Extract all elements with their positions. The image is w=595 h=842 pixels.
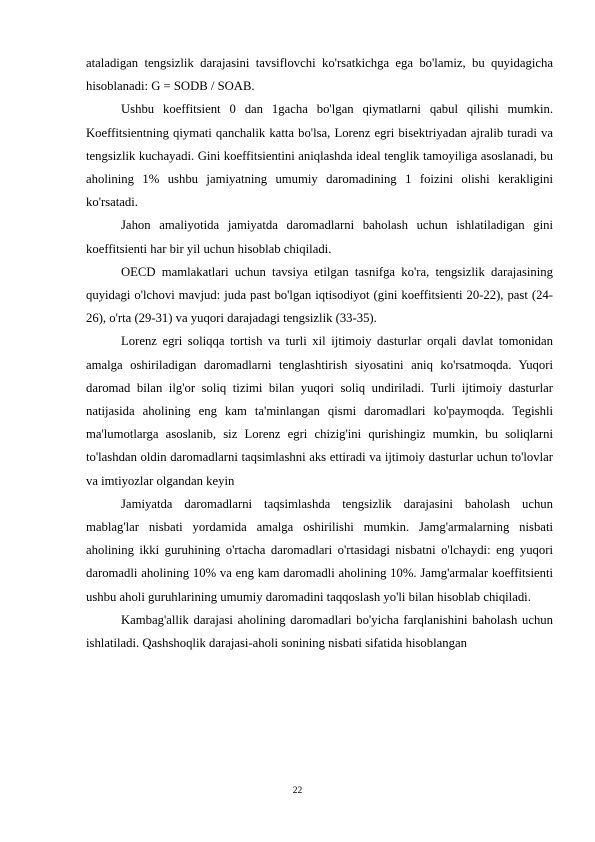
paragraph-poverty-level: Kambag'allik darajasi aholining daromadlari bo'yicha farqlanishini baholash uchun ishlatiladi. Qashshoqlik darajasi-aholi sonining nisbati sifatida hisoblangan <box>86 612 553 651</box>
paragraph-lorenz-curve: Lorenz egri soliqqa tortish va turli xil ijtimoiy dasturlar orqali davlat tomonidan amalga oshiriladigan daromadlarni tenglashtirish siyosatini aniq ko'rsatmoqda. Yuqori daromad bilan ilg'or soliq tizimi bilan yuqori soliq undiriladi. Turli ijtimoiy dasturlar natijasida aholining eng kam ta'minlangan qismi daromadlari ko'paymoqda. Tegishli ma'lumotlarga asoslanib, siz Lorenz egri chizig'ini qurishingiz mumkin, bu soliqlarni to'lashdan oldin daromadlarni taqsimlashni aks ettiradi va ijtimoiy dasturlar uchun to'lovlar va imtiyozlar olgandan keyin <box>86 334 553 488</box>
paragraph-world-practice: Jahon amaliyotida jamiyatda daromadlarni baholash uchun ishlatiladigan gini koeffitsienti har bir yil uchun hisoblab chiqiladi. <box>86 218 553 256</box>
document-body <box>86 52 553 655</box>
paragraph-continuation: ataladigan tengsizlik darajasini tavsiflovchi ko'rsatkichga ega bo'lamiz, bu quyidagicha hisoblanadi: G = SODB / SOAB. <box>86 56 553 94</box>
paragraph-fund-ratio: Jamiyatda daromadlarni taqsimlashda tengsizlik darajasini baholash uchun mablag'lar nisbati yordamida amalga oshirilishi mumkin. Jamg'armalarning nisbati aholining ikki guruhining o'rtacha daromadlari o'rtasidagi nisbatni o'lchaydi: eng yuqori daromadli aholining 10% va eng kam daromadli aholining 10%. Jamg'armalar koeffitsienti ushbu aholi guruhlarining umumiy daromadini taqqoslash yo'li bilan hisoblab chiqiladi. <box>86 496 553 604</box>
page-number: 22 <box>292 786 303 796</box>
paragraph-coefficient-range: Ushbu koeffitsient 0 dan 1gacha bo'lgan qiymatlarni qabul qilishi mumkin. Koeffitsientning qiymati qanchalik katta bo'lsa, Lorenz egri bisektriyadan ajralib turadi va tengsizlik kuchayadi. Gini koeffitsientini aniqlashda ideal tenglik tamoyiliga asoslanadi, bu aholining 1% ushbu jamiyatning umumiy daromadining 1 foizini olishi kerakligini ko'rsatadi. <box>86 102 553 210</box>
paragraph-oecd-classification: OECD mamlakatlari uchun tavsiya etilgan tasnifga ko'ra, tengsizlik darajasining quyidagi o'lchovi mavjud: juda past bo'lgan iqtisodiyot (gini koeffitsienti 20-22), past (24-26), o'rta (29-31) va yuqori darajadagi tengsizlik (33-35). <box>86 264 553 326</box>
